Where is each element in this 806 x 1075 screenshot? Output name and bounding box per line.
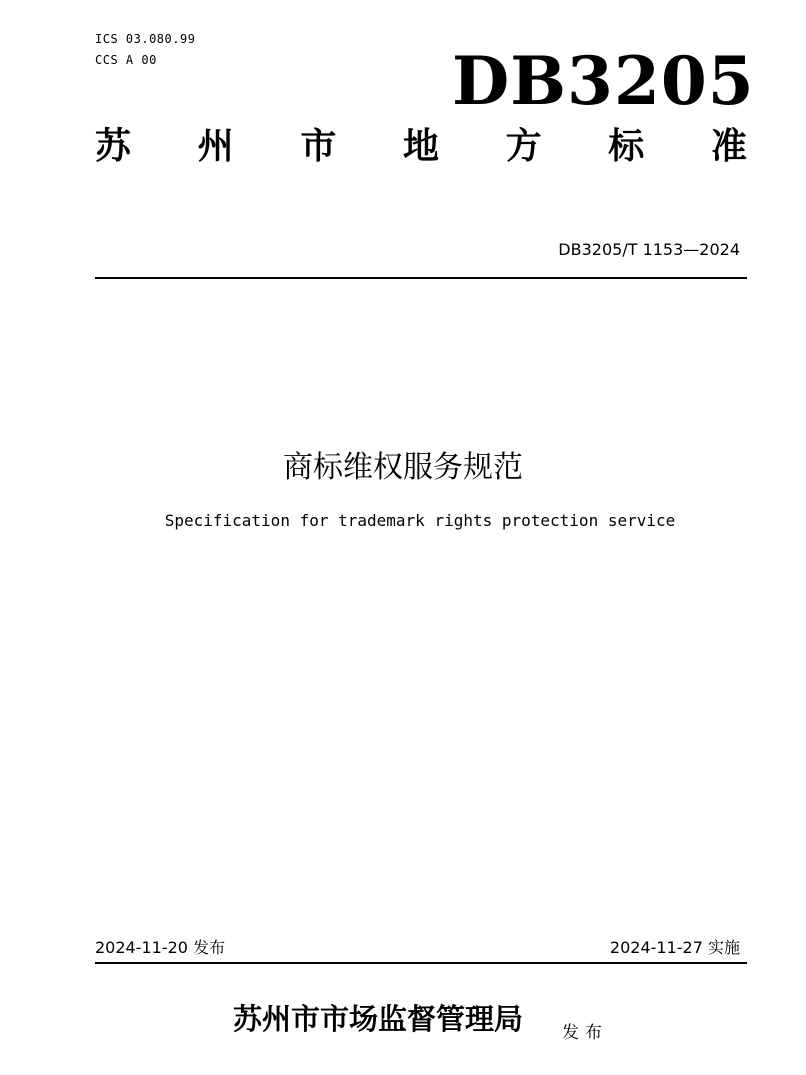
standard-type-char: 准 <box>710 125 747 167</box>
document-title-chinese: 商标维权服务规范 <box>283 450 523 485</box>
standard-logo: DB3205 <box>452 42 755 120</box>
top-divider <box>95 277 747 279</box>
standard-type-char: 标 <box>608 125 645 167</box>
standard-type-heading <box>95 125 747 167</box>
implementation-date: 2024-11-27 实施 <box>609 938 740 957</box>
standard-type-char: 方 <box>505 125 542 167</box>
issue-date: 2024-11-20 发布 <box>95 938 226 957</box>
standard-type-char: 苏 <box>95 125 132 167</box>
standard-number: DB3205/T 1153—2024 <box>558 240 740 259</box>
issuing-authority: 苏州市市场监督管理局 <box>233 1002 524 1036</box>
standard-type-char: 州 <box>197 125 234 167</box>
standard-type-char: 地 <box>402 125 439 167</box>
ccs-code: CCS A 00 <box>95 53 157 67</box>
bottom-divider <box>95 962 747 964</box>
standard-type-char: 市 <box>300 125 337 167</box>
document-title-english: Specification for trademark rights protection service <box>164 511 676 530</box>
issue-label: 发布 <box>562 1023 608 1043</box>
ics-code: ICS 03.080.99 <box>95 32 196 46</box>
